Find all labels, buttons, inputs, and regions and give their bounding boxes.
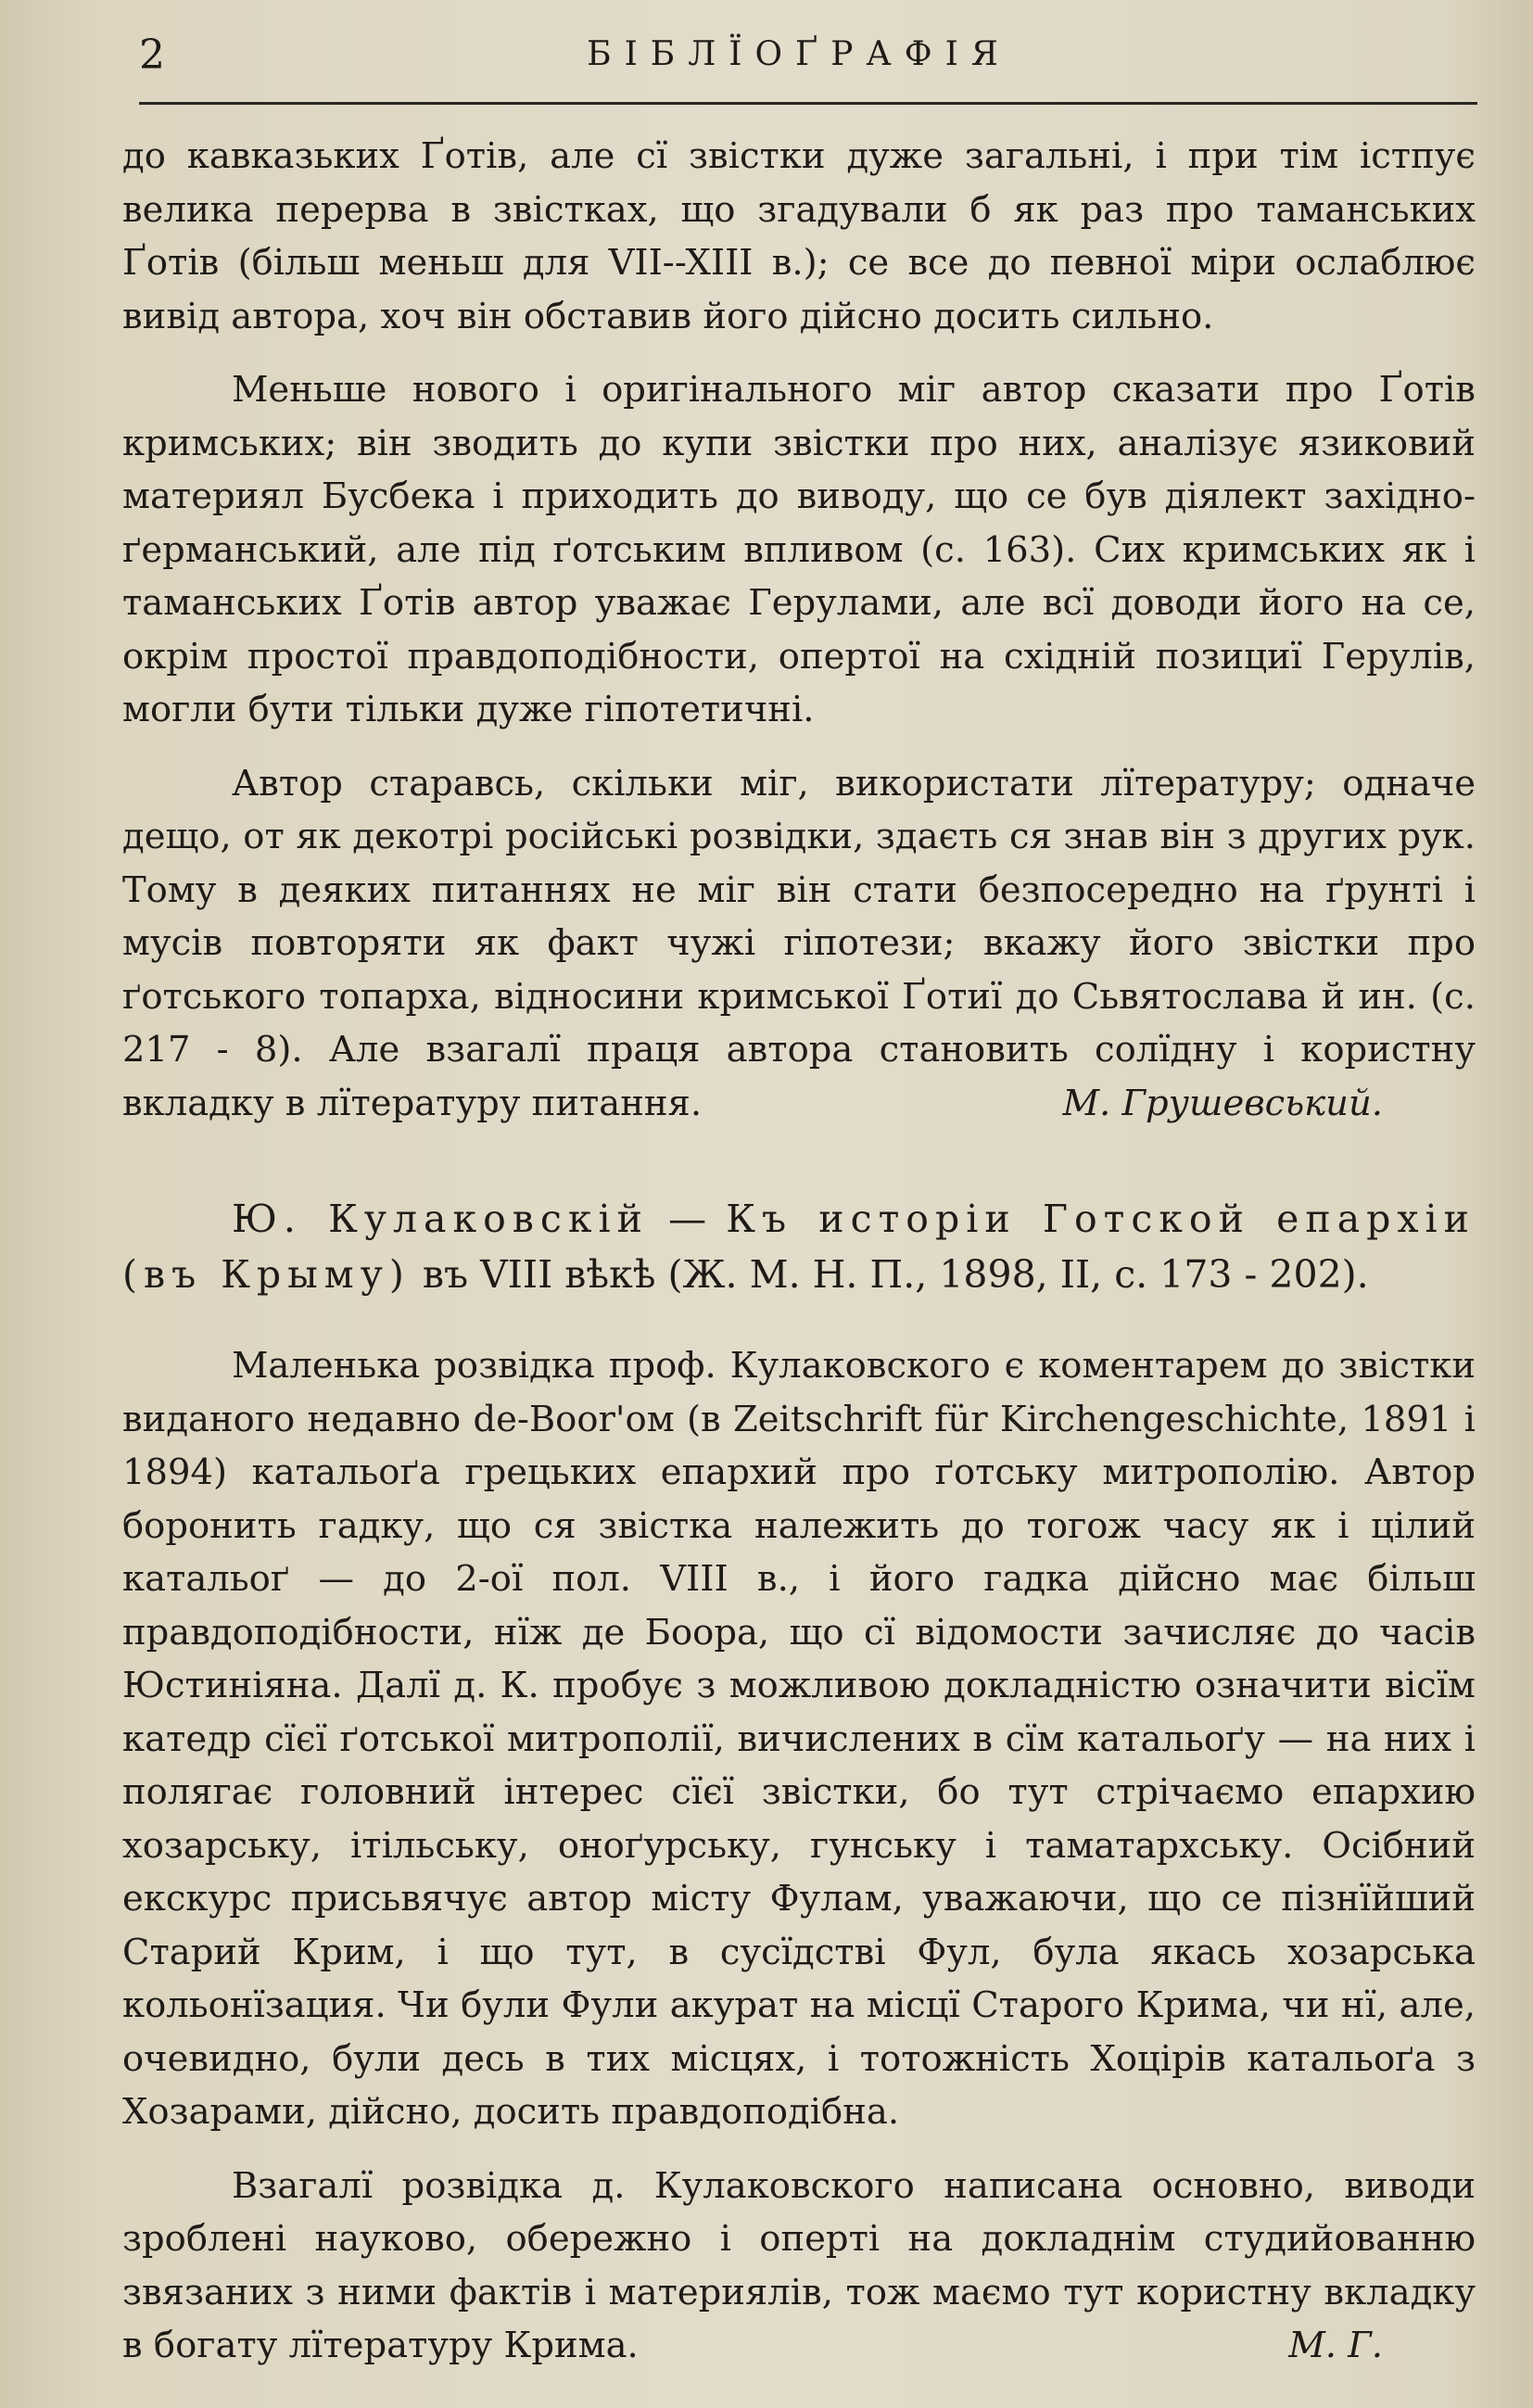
review2-paragraph-1: Маленька розвідка проф. Кулаковского є коментарем до звістки виданого недавно de-Boor'ом (в Zeitschrift für Kirchengeschichte, 1891 і 1894) катальоґа грецьких епархий про ґотську митрополію. Автор боронить гадку, що ся звістка належить до тогож часу як і цілий катальоґ — до 2-ої пол. VIII в., і його гадка дійсно має більш правдоподібности, нїж де Боора, що сї відомости зачисляє до часів Юстиніяна. Далї д. К. пробує з можливою докладністю означити вісїм катедр сїєї ґотської митрополії, вичислених в сїм катальоґу — на них і полягає головний інтерес сїєї звістки, бо тут стрічаємо епархию хозарську, ітільську, оноґурську, гунську і таматархську. Осібний екскурс присьвячує автор місту Фулам, уважаючи, що се пізнїйший Старий Крим, і що тут, в сусїдстві Фул, була якась хозарська кольонїзация. Чи були Фули акурат на місцї Старого Крима, чи нї, але, очевидно, були десь в тих місцях, і тотожність Хоцірів катальоґа з Хозарами, дійсно, досить правдоподібна.: [122, 1345, 1476, 2133]
header-rule: [139, 102, 1477, 105]
review2-signature: М. Г.: [1288, 2325, 1383, 2366]
review2-title: Къ исторіи Готской епархіи (въ Крыму): [122, 1197, 1476, 1297]
running-title: БІБЛЇОҐРАФІЯ: [587, 35, 1011, 73]
page-header: [120, 26, 1477, 82]
review2-author: Ю. Кулаковскій: [232, 1197, 649, 1241]
review2-paragraph-2: [122, 2160, 1476, 2373]
review1-paragraph-3-text: Автор старавсь, скільки міг, використати лїтературу; одначе дещо, от як декотрі російські розвідки, здаєть ся знав він з других рук. Тому в деяких питаннях не міг він стати безпосередно на ґрунті і мусів повторяти як факт чужі гіпотези; вкажу його звістки про ґотського топарха, відносини кримської Ґотиї до Сьвятослава й ин. (с. 217 - 8). Але взагалї праця автора становить солїдну і користну вкладку в лїтературу питання.: [122, 762, 1476, 1124]
review2-citation: въ VIII вѣкѣ (Ж. М. Н. П., 1898, II, с. 173 - 202).: [422, 1252, 1369, 1297]
review2-heading: [122, 1191, 1476, 1302]
review1-paragraph-3: [122, 757, 1476, 1131]
review1-paragraph-1: до кавказьких Ґотів, але сї звістки дуже загальні, і при тім істпує велика перерва в звістках, що згадували б як раз про таманських Ґотів (більш меньш для VII--XIII в.); се все до певної міри ослаблює вивід автора, хоч він обставив його дійсно досить сильно.: [122, 135, 1476, 337]
review-kulakovsky: [122, 1191, 1476, 2373]
review2-paragraph-2-text: Взагалї розвідка д. Кулаковского написана основно, виводи зроблені науково, обережно і оперті на докладнім студийованню звязаних з ними фактів і материялів, тож маємо тут користну вкладку в богату лїтературу Крима.: [122, 2164, 1476, 2366]
review1-paragraph-2: Меньше нового і оригінального міг автор сказати про Ґотів кримських; він зводить до купи звістки про них, аналізує язиковий материял Бусбека і приходить до виводу, що се був діялект західно-ґерманський, але під ґотським впливом (с. 163). Сих кримських як і таманських Ґотів автор уважає Герулами, але всї доводи його на се, окрім простої правдоподібности, опертої на східній позициї Герулів, могли бути тільки дуже гіпотетичні.: [122, 369, 1476, 730]
review2-dash: —: [668, 1197, 707, 1241]
page-number: 2: [139, 32, 165, 79]
review-continued: [122, 130, 1476, 1130]
review1-signature: М. Грушевський.: [1062, 1082, 1383, 1124]
page-body: [122, 130, 1476, 2373]
